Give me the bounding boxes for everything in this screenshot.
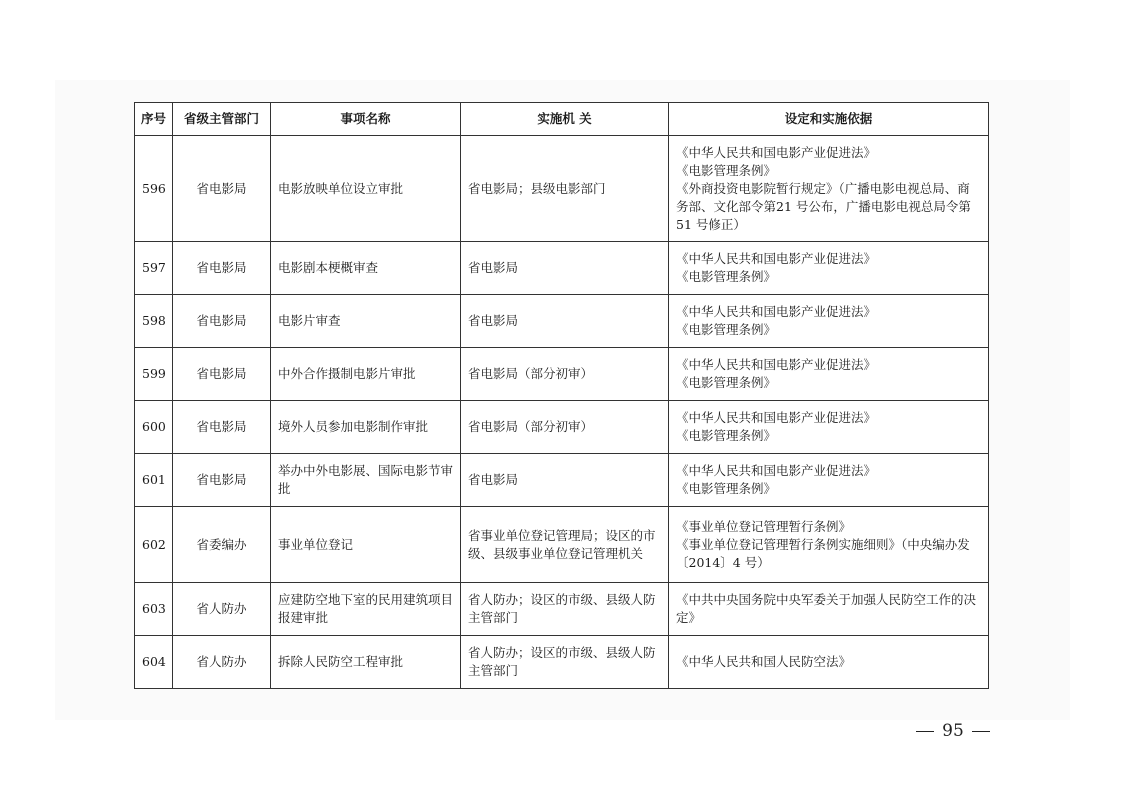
cell-item-name: 应建防空地下室的民用建筑项目报建审批 bbox=[271, 583, 461, 636]
cell-serial-number: 600 bbox=[135, 401, 173, 454]
legal-basis-entry: 《事业单位登记管理暂行条例实施细则》（中央编办发〔2014〕4 号） bbox=[676, 536, 970, 570]
legal-basis-entry: 《中华人民共和国电影产业促进法》 bbox=[676, 463, 877, 478]
cell-implementing-agency: 省电影局 bbox=[461, 454, 669, 507]
legal-basis-entry: 《事业单位登记管理暂行条例》 bbox=[676, 518, 852, 534]
table-row bbox=[135, 242, 989, 295]
cell-legal-basis bbox=[669, 295, 989, 348]
cell-provincial-department: 省电影局 bbox=[173, 136, 271, 242]
cell-serial-number: 602 bbox=[135, 507, 173, 583]
table-row bbox=[135, 401, 989, 454]
cell-serial-number: 601 bbox=[135, 454, 173, 507]
cell-implementing-agency: 省人防办；设区的市级、县级人防主管部门 bbox=[461, 636, 669, 689]
cell-provincial-department: 省电影局 bbox=[173, 295, 271, 348]
legal-basis-entry: 《外商投资电影院暂行规定》（广播电影电视总局、商务部、文化部令第21 号公布，广播电影电视总局令第51 号修正） bbox=[676, 180, 971, 232]
header-serial-number: 序号 bbox=[135, 103, 173, 136]
legal-basis-entry: 《中华人民共和国电影产业促进法》 bbox=[676, 357, 877, 372]
legal-basis-entry: 《中华人民共和国电影产业促进法》 bbox=[676, 251, 877, 266]
table-header bbox=[135, 103, 989, 136]
page-number: 95 bbox=[942, 721, 964, 741]
cell-implementing-agency: 省人防办；设区的市级、县级人防主管部门 bbox=[461, 583, 669, 636]
cell-item-name: 电影剧本梗概审查 bbox=[271, 242, 461, 295]
table-row bbox=[135, 507, 989, 583]
cell-serial-number: 596 bbox=[135, 136, 173, 242]
header-item-name: 事项名称 bbox=[271, 103, 461, 136]
cell-serial-number: 597 bbox=[135, 242, 173, 295]
table-body bbox=[135, 136, 989, 689]
header-row bbox=[135, 103, 989, 136]
legal-basis-entry: 《中华人民共和国电影产业促进法》 bbox=[676, 144, 877, 160]
legal-basis-entry: 《电影管理条例》 bbox=[676, 269, 777, 284]
cell-item-name: 举办中外电影展、国际电影节审批 bbox=[271, 454, 461, 507]
legal-basis-entry: 《电影管理条例》 bbox=[676, 481, 777, 496]
cell-legal-basis bbox=[669, 401, 989, 454]
cell-legal-basis bbox=[669, 136, 989, 242]
cell-legal-basis bbox=[669, 636, 989, 689]
cell-legal-basis bbox=[669, 242, 989, 295]
cell-provincial-department: 省电影局 bbox=[173, 242, 271, 295]
cell-provincial-department: 省人防办 bbox=[173, 583, 271, 636]
cell-implementing-agency: 省电影局（部分初审） bbox=[461, 348, 669, 401]
cell-item-name: 电影片审查 bbox=[271, 295, 461, 348]
cell-item-name: 电影放映单位设立审批 bbox=[271, 136, 461, 242]
cell-provincial-department: 省电影局 bbox=[173, 401, 271, 454]
cell-legal-basis bbox=[669, 507, 989, 583]
cell-legal-basis bbox=[669, 454, 989, 507]
cell-serial-number: 598 bbox=[135, 295, 173, 348]
footer-dash-right bbox=[972, 731, 990, 732]
table-row bbox=[135, 583, 989, 636]
legal-basis-entry: 《电影管理条例》 bbox=[676, 322, 777, 337]
cell-provincial-department: 省电影局 bbox=[173, 348, 271, 401]
page-footer bbox=[913, 719, 993, 743]
legal-basis-entry: 《电影管理条例》 bbox=[676, 375, 777, 390]
legal-basis-entry: 《中共中央国务院中央军委关于加强人民防空工作的决定》 bbox=[676, 592, 977, 625]
cell-serial-number: 604 bbox=[135, 636, 173, 689]
legal-basis-entry: 《电影管理条例》 bbox=[676, 428, 777, 443]
cell-implementing-agency: 省电影局（部分初审） bbox=[461, 401, 669, 454]
cell-provincial-department: 省人防办 bbox=[173, 636, 271, 689]
cell-item-name: 拆除人民防空工程审批 bbox=[271, 636, 461, 689]
cell-item-name: 境外人员参加电影制作审批 bbox=[271, 401, 461, 454]
header-legal-basis: 设定和实施依据 bbox=[669, 103, 989, 136]
cell-legal-basis bbox=[669, 348, 989, 401]
header-implementing-agency: 实施机 关 bbox=[461, 103, 669, 136]
cell-legal-basis bbox=[669, 583, 989, 636]
cell-implementing-agency: 省电影局 bbox=[461, 295, 669, 348]
table-row bbox=[135, 136, 989, 242]
cell-implementing-agency: 省电影局 bbox=[461, 242, 669, 295]
cell-serial-number: 603 bbox=[135, 583, 173, 636]
cell-item-name: 事业单位登记 bbox=[271, 507, 461, 583]
header-provincial-department: 省级主管部门 bbox=[173, 103, 271, 136]
cell-implementing-agency: 省事业单位登记管理局；设区的市级、县级事业单位登记管理机关 bbox=[461, 507, 669, 583]
table-row bbox=[135, 454, 989, 507]
footer-dash-left bbox=[916, 731, 934, 732]
legal-basis-entry: 《中华人民共和国电影产业促进法》 bbox=[676, 410, 877, 425]
legal-basis-entry: 《中华人民共和国人民防空法》 bbox=[676, 654, 852, 669]
approval-items-table bbox=[134, 102, 989, 689]
legal-basis-entry: 《中华人民共和国电影产业促进法》 bbox=[676, 304, 877, 319]
table-row bbox=[135, 295, 989, 348]
cell-implementing-agency: 省电影局；县级电影部门 bbox=[461, 136, 669, 242]
cell-provincial-department: 省委编办 bbox=[173, 507, 271, 583]
cell-item-name: 中外合作摄制电影片审批 bbox=[271, 348, 461, 401]
table-row bbox=[135, 348, 989, 401]
cell-provincial-department: 省电影局 bbox=[173, 454, 271, 507]
legal-basis-entry: 《电影管理条例》 bbox=[676, 162, 777, 178]
cell-serial-number: 599 bbox=[135, 348, 173, 401]
table-row bbox=[135, 636, 989, 689]
